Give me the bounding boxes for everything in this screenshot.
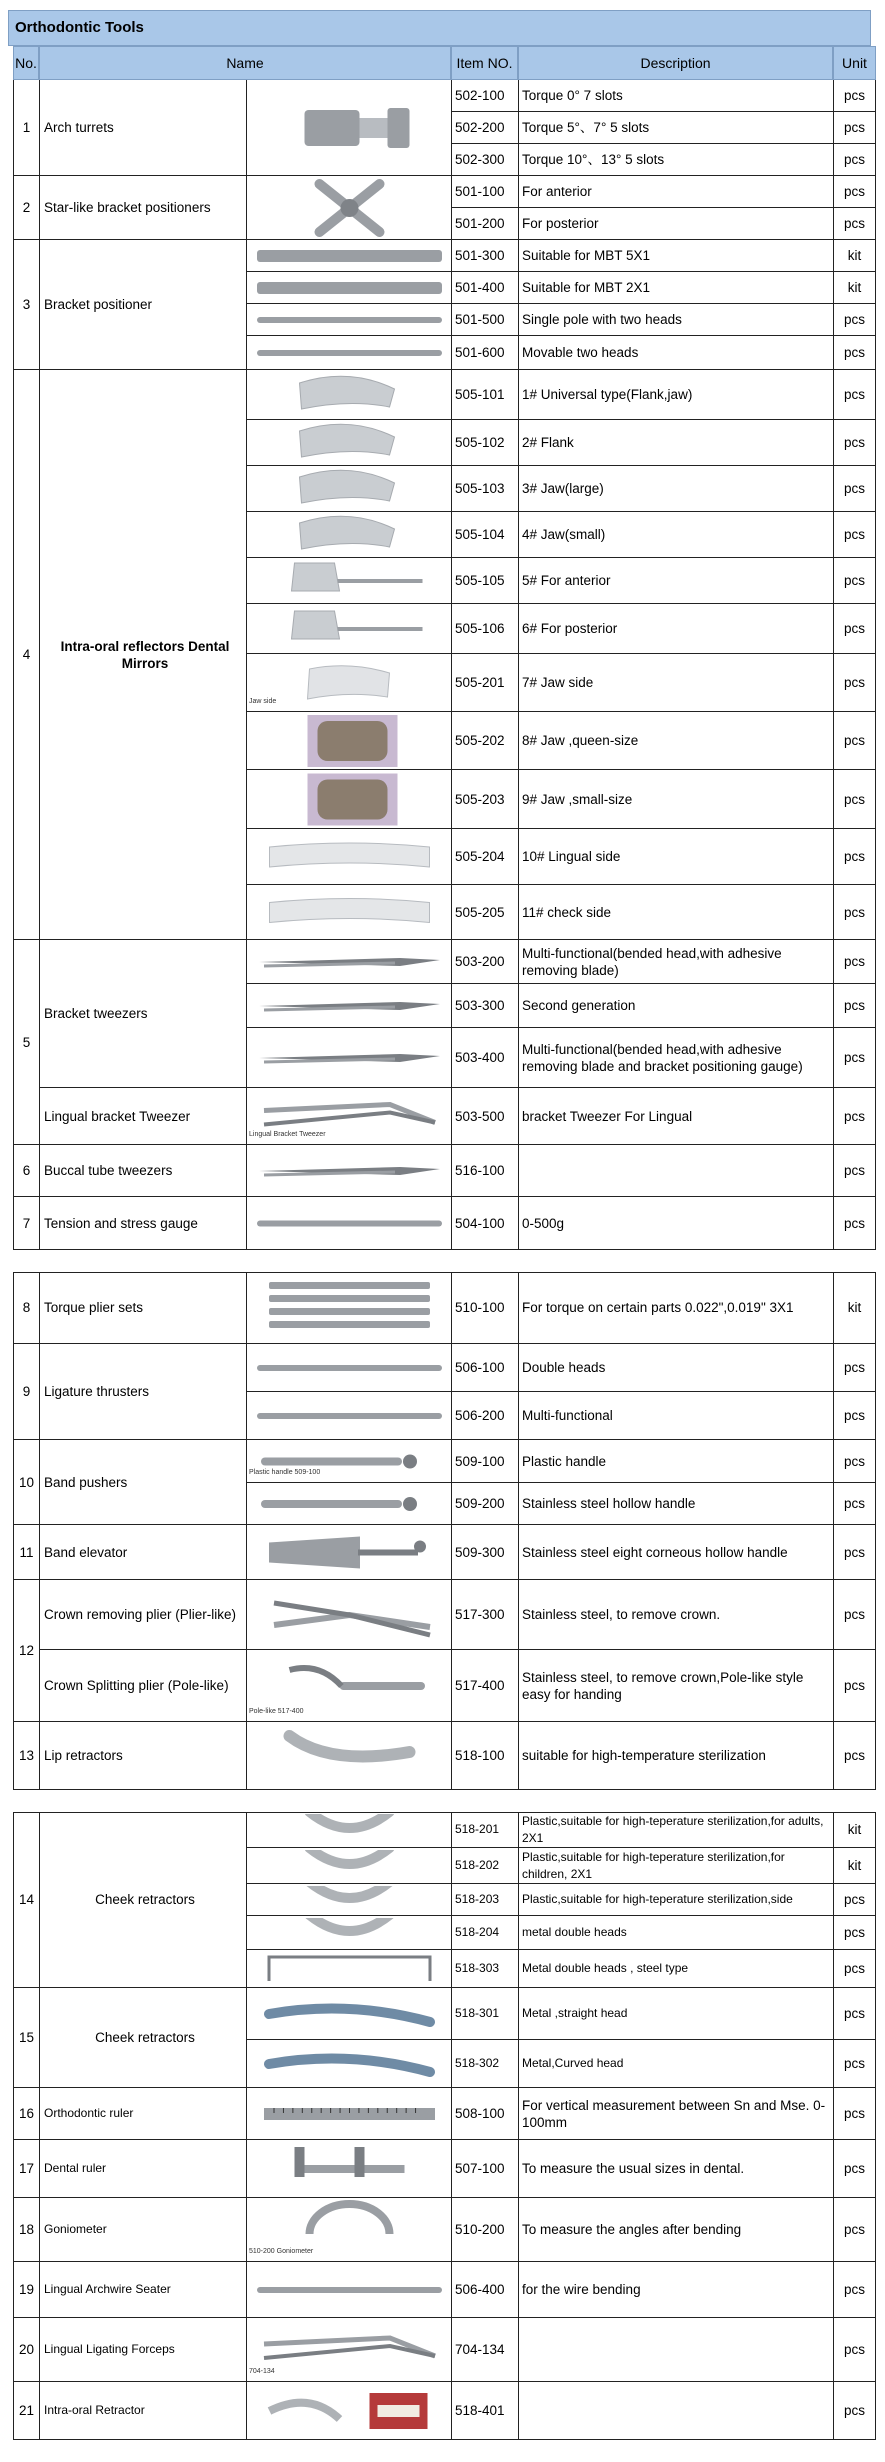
description-cell: 7# Jaw side — [518, 654, 833, 712]
cheek-retractor-image — [249, 1952, 450, 1986]
row-number: 1 — [13, 80, 39, 176]
unit-cell: pcs — [833, 1580, 876, 1650]
description-cell: 8# Jaw ,queen-size — [518, 712, 833, 770]
item-number-cell: 509-200 — [451, 1483, 518, 1525]
header-unit: Unit — [833, 46, 876, 80]
band-elevator-image — [249, 1527, 450, 1578]
description-cell: Suitable for MBT 2X1 — [518, 272, 833, 304]
item-number-cell: 518-201 — [451, 1812, 518, 1848]
description-cell: 0-500g — [518, 1197, 833, 1250]
mirror-image — [246, 712, 451, 770]
unit-cell: pcs — [833, 80, 876, 112]
row-number: 16 — [13, 2088, 39, 2140]
unit-cell: pcs — [833, 1145, 876, 1197]
ligature-image — [249, 1346, 450, 1390]
description-cell: Multi-functional(bended head,with adhesive removing blade) — [518, 940, 833, 984]
unit-cell: pcs — [833, 208, 876, 240]
positioner-image — [246, 304, 451, 336]
image-caption: Lingual Bracket Tweezer — [249, 1131, 326, 1138]
description-cell: 6# For posterior — [518, 604, 833, 654]
sheet-title: Orthodontic Tools — [8, 10, 871, 46]
unit-cell: pcs — [833, 336, 876, 370]
row-number: 14 — [13, 1812, 39, 1988]
cheek-retractor-image — [249, 1886, 450, 1914]
unit-cell: pcs — [833, 1440, 876, 1483]
unit-cell: kit — [833, 272, 876, 304]
product-name: Cheek retractors — [39, 1812, 246, 1988]
description-cell: Plastic handle — [518, 1440, 833, 1483]
item-number-cell: 517-400 — [451, 1650, 518, 1722]
item-number-cell: 505-105 — [451, 558, 518, 604]
row-number: 19 — [13, 2262, 39, 2318]
gauge-image — [246, 1197, 451, 1250]
cheek-retractor-image — [249, 1850, 450, 1882]
unit-cell: pcs — [833, 1525, 876, 1580]
product-name: Lip retractors — [39, 1722, 246, 1790]
star-positioner-image — [249, 178, 450, 238]
mirror-image — [249, 606, 450, 652]
star-positioner-image — [246, 176, 451, 240]
product-name: Orthodontic ruler — [39, 2088, 246, 2140]
header-name: Name — [39, 46, 451, 80]
cheek-retractor-image — [246, 1916, 451, 1950]
unit-cell: pcs — [833, 466, 876, 512]
description-cell — [518, 2318, 833, 2382]
mirror-image — [249, 772, 450, 827]
item-number-cell: 518-204 — [451, 1916, 518, 1950]
product-name: Intra-oral reflectors Dental Mirrors — [39, 370, 246, 940]
item-number-cell: 518-302 — [451, 2040, 518, 2088]
metal-cheek-retractor-image — [246, 2040, 451, 2088]
ligature-image — [246, 1344, 451, 1392]
image-caption: Plastic handle 509-100 — [249, 1469, 321, 1476]
product-name: Band elevator — [39, 1525, 246, 1580]
item-number-cell: 505-101 — [451, 370, 518, 420]
torque-plier-image — [249, 1274, 450, 1342]
unit-cell: pcs — [833, 1197, 876, 1250]
cheek-retractor-image — [246, 1848, 451, 1884]
item-number-cell: 506-400 — [451, 2262, 518, 2318]
buccal-tweezer-image — [246, 1145, 451, 1197]
unit-cell: pcs — [833, 512, 876, 558]
mirror-image — [249, 831, 450, 883]
row-number: 13 — [13, 1722, 39, 1790]
item-number-cell: 501-300 — [451, 240, 518, 272]
mirror-image — [249, 887, 450, 938]
description-cell: 1# Universal type(Flank,jaw) — [518, 370, 833, 420]
row-number: 18 — [13, 2198, 39, 2262]
row-number: 15 — [13, 1988, 39, 2088]
tweezer-image — [249, 942, 450, 982]
ligating-forceps-image — [246, 2318, 451, 2382]
item-number-cell: 503-200 — [451, 940, 518, 984]
unit-cell: pcs — [833, 770, 876, 829]
positioner-image — [249, 338, 450, 368]
unit-cell: pcs — [833, 2382, 876, 2440]
product-name: Ligature thrusters — [39, 1344, 246, 1440]
buccal-tweezer-image — [249, 1147, 450, 1195]
unit-cell: kit — [833, 1272, 876, 1344]
item-number-cell: 508-100 — [451, 2088, 518, 2140]
unit-cell: pcs — [833, 940, 876, 984]
tweezer-image — [246, 1028, 451, 1088]
image-caption: Pole-like 517-400 — [249, 1708, 304, 1715]
ligature-image — [246, 1392, 451, 1440]
arch-turret-image — [249, 82, 450, 174]
row-number: 2 — [13, 176, 39, 240]
row-number: 3 — [13, 240, 39, 370]
dental-ruler-image — [249, 2142, 450, 2196]
product-name: Lingual Ligating Forceps — [39, 2318, 246, 2382]
item-number-cell: 704-134 — [451, 2318, 518, 2382]
row-number: 5 — [13, 940, 39, 1145]
item-number-cell: 518-401 — [451, 2382, 518, 2440]
mirror-image — [246, 420, 451, 466]
positioner-image — [249, 306, 450, 334]
band-elevator-image — [246, 1525, 451, 1580]
product-name: Cheek retractors — [39, 1988, 246, 2088]
description-cell: Suitable for MBT 5X1 — [518, 240, 833, 272]
band-pusher-image — [246, 1440, 451, 1483]
description-cell: 11# check side — [518, 885, 833, 940]
item-number-cell: 501-500 — [451, 304, 518, 336]
item-number-cell: 502-200 — [451, 112, 518, 144]
tweezer-image — [246, 940, 451, 984]
item-number-cell: 507-100 — [451, 2140, 518, 2198]
item-number-cell: 502-100 — [451, 80, 518, 112]
unit-cell: pcs — [833, 1088, 876, 1145]
image-caption: 510-200 Goniometer — [249, 2248, 314, 2255]
metal-cheek-retractor-image — [249, 2042, 450, 2086]
description-cell: for the wire bending — [518, 2262, 833, 2318]
product-name: Band pushers — [39, 1440, 246, 1525]
mirror-image — [246, 512, 451, 558]
item-number-cell: 518-203 — [451, 1884, 518, 1916]
product-name: Crown removing plier (Plier-like) — [39, 1580, 246, 1650]
row-number: 10 — [13, 1440, 39, 1525]
description-cell: 10# Lingual side — [518, 829, 833, 885]
unit-cell: pcs — [833, 304, 876, 336]
product-name: Torque plier sets — [39, 1272, 246, 1344]
image-caption: 704-134 — [249, 2368, 275, 2375]
mirror-image — [249, 468, 450, 510]
intra-oral-retractor-image — [249, 2384, 450, 2438]
item-number-cell: 518-202 — [451, 1848, 518, 1884]
item-number-cell: 518-301 — [451, 1988, 518, 2040]
metal-cheek-retractor-image — [249, 1990, 450, 2038]
item-number-cell: 506-200 — [451, 1392, 518, 1440]
description-cell: Metal ,straight head — [518, 1988, 833, 2040]
description-cell: Stainless steel hollow handle — [518, 1483, 833, 1525]
item-number-cell: 505-103 — [451, 466, 518, 512]
description-cell: For vertical measurement between Sn and Mse. 0-100mm — [518, 2088, 833, 2140]
unit-cell: pcs — [833, 1392, 876, 1440]
description-cell: Torque 0° 7 slots — [518, 80, 833, 112]
description-cell: suitable for high-temperature sterilization — [518, 1722, 833, 1790]
crown-splitting-image — [246, 1650, 451, 1722]
mirror-image — [249, 714, 450, 768]
unit-cell: kit — [833, 240, 876, 272]
item-number-cell: 509-100 — [451, 1440, 518, 1483]
item-number-cell: 505-106 — [451, 604, 518, 654]
item-number-cell: 510-200 — [451, 2198, 518, 2262]
row-number: 12 — [13, 1580, 39, 1722]
description-cell — [518, 1145, 833, 1197]
description-cell: Plastic,suitable for high-teperature sterilization,for children, 2X1 — [518, 1848, 833, 1884]
row-number: 11 — [13, 1525, 39, 1580]
description-cell: 9# Jaw ,small-size — [518, 770, 833, 829]
description-cell: Plastic,suitable for high-teperature sterilization,for adults, 2X1 — [518, 1812, 833, 1848]
item-number-cell: 501-600 — [451, 336, 518, 370]
ortho-ruler-image — [246, 2088, 451, 2140]
unit-cell: pcs — [833, 1344, 876, 1392]
lip-retractor-image — [249, 1724, 450, 1788]
mirror-image — [246, 885, 451, 940]
unit-cell: kit — [833, 1812, 876, 1848]
item-number-cell: 503-500 — [451, 1088, 518, 1145]
unit-cell: pcs — [833, 2318, 876, 2382]
row-number: 8 — [13, 1272, 39, 1344]
description-cell: Metal double heads , steel type — [518, 1950, 833, 1988]
mirror-image — [246, 558, 451, 604]
row-number: 7 — [13, 1197, 39, 1250]
description-cell: Torque 10°、13° 5 slots — [518, 144, 833, 176]
unit-cell: pcs — [833, 1988, 876, 2040]
item-number-cell: 506-100 — [451, 1344, 518, 1392]
unit-cell: pcs — [833, 1028, 876, 1088]
ligature-image — [249, 1394, 450, 1438]
description-cell: bracket Tweezer For Lingual — [518, 1088, 833, 1145]
mirror-image — [249, 560, 450, 602]
row-number: 9 — [13, 1344, 39, 1440]
product-name: Lingual Archwire Seater — [39, 2262, 246, 2318]
crown-plier-image — [249, 1582, 450, 1648]
product-name: Buccal tube tweezers — [39, 1145, 246, 1197]
tweezer-image — [249, 1030, 450, 1086]
product-name: Goniometer — [39, 2198, 246, 2262]
description-cell: Metal,Curved head — [518, 2040, 833, 2088]
description-cell: Multi-functional(bended head,with adhesive removing blade and bracket positioning gauge) — [518, 1028, 833, 1088]
gauge-image — [249, 1199, 450, 1248]
table-divider — [13, 1812, 876, 1813]
unit-cell: pcs — [833, 420, 876, 466]
lingual-tweezer-image — [246, 1088, 451, 1145]
description-cell: Stainless steel eight corneous hollow handle — [518, 1525, 833, 1580]
ortho-ruler-image — [249, 2090, 450, 2138]
positioner-image — [246, 336, 451, 370]
item-number-cell: 502-300 — [451, 144, 518, 176]
mirror-image — [246, 370, 451, 420]
item-number-cell: 501-200 — [451, 208, 518, 240]
description-cell: 2# Flank — [518, 420, 833, 466]
product-name: Bracket tweezers — [39, 940, 246, 1088]
arch-turret-image — [246, 80, 451, 176]
product-name: Tension and stress gauge — [39, 1197, 246, 1250]
dental-ruler-image — [246, 2140, 451, 2198]
unit-cell: pcs — [833, 829, 876, 885]
mirror-image — [249, 372, 450, 418]
item-number-cell: 505-201 — [451, 654, 518, 712]
mirror-image — [249, 422, 450, 464]
mirror-image — [246, 770, 451, 829]
mirror-image — [246, 466, 451, 512]
description-cell: For anterior — [518, 176, 833, 208]
positioner-image — [249, 242, 450, 270]
unit-cell: pcs — [833, 1884, 876, 1916]
item-number-cell: 516-100 — [451, 1145, 518, 1197]
product-name: Dental ruler — [39, 2140, 246, 2198]
header-description: Description — [518, 46, 833, 80]
archwire-seater-image — [249, 2264, 450, 2316]
image-caption: Jaw side — [249, 698, 277, 705]
product-name: Crown Splitting plier (Pole-like) — [39, 1650, 246, 1722]
archwire-seater-image — [246, 2262, 451, 2318]
unit-cell: pcs — [833, 558, 876, 604]
unit-cell: pcs — [833, 1722, 876, 1790]
description-cell: Second generation — [518, 984, 833, 1028]
unit-cell: pcs — [833, 1950, 876, 1988]
lip-retractor-image — [246, 1722, 451, 1790]
item-number-cell: 501-100 — [451, 176, 518, 208]
cheek-retractor-image — [249, 1918, 450, 1948]
description-cell: For posterior — [518, 208, 833, 240]
description-cell: 3# Jaw(large) — [518, 466, 833, 512]
mirror-image — [246, 654, 451, 712]
cheek-retractor-image — [246, 1950, 451, 1988]
item-number-cell: 517-300 — [451, 1580, 518, 1650]
unit-cell: pcs — [833, 2140, 876, 2198]
unit-cell: pcs — [833, 604, 876, 654]
unit-cell: kit — [833, 1848, 876, 1884]
table-divider — [13, 1272, 876, 1273]
tweezer-image — [249, 986, 450, 1026]
description-cell: metal double heads — [518, 1916, 833, 1950]
band-pusher-image — [246, 1483, 451, 1525]
description-cell: Single pole with two heads — [518, 304, 833, 336]
cheek-retractor-image — [249, 1814, 450, 1846]
positioner-image — [246, 272, 451, 304]
description-cell: Double heads — [518, 1344, 833, 1392]
crown-plier-image — [246, 1580, 451, 1650]
row-number: 21 — [13, 2382, 39, 2440]
mirror-image — [249, 656, 450, 710]
unit-cell: pcs — [833, 2198, 876, 2262]
description-cell: 5# For anterior — [518, 558, 833, 604]
item-number-cell: 505-202 — [451, 712, 518, 770]
header-no: No. — [13, 46, 39, 80]
mirror-image — [249, 514, 450, 556]
goniometer-image — [246, 2198, 451, 2262]
product-name: Star-like bracket positioners — [39, 176, 246, 240]
description-cell — [518, 2382, 833, 2440]
item-number-cell: 503-300 — [451, 984, 518, 1028]
unit-cell: pcs — [833, 712, 876, 770]
band-pusher-image — [249, 1485, 450, 1523]
product-name: Intra-oral Retractor — [39, 2382, 246, 2440]
item-number-cell: 505-203 — [451, 770, 518, 829]
item-number-cell: 504-100 — [451, 1197, 518, 1250]
row-number: 17 — [13, 2140, 39, 2198]
unit-cell: pcs — [833, 2040, 876, 2088]
item-number-cell: 505-205 — [451, 885, 518, 940]
unit-cell: pcs — [833, 1650, 876, 1722]
header-item: Item NO. — [451, 46, 518, 80]
item-number-cell: 509-300 — [451, 1525, 518, 1580]
unit-cell: pcs — [833, 2088, 876, 2140]
unit-cell: pcs — [833, 1483, 876, 1525]
mirror-image — [246, 604, 451, 654]
unit-cell: pcs — [833, 654, 876, 712]
positioner-image — [246, 240, 451, 272]
unit-cell: pcs — [833, 112, 876, 144]
unit-cell: pcs — [833, 176, 876, 208]
cheek-retractor-image — [246, 1812, 451, 1848]
unit-cell: pcs — [833, 370, 876, 420]
description-cell: Movable two heads — [518, 336, 833, 370]
metal-cheek-retractor-image — [246, 1988, 451, 2040]
row-number: 20 — [13, 2318, 39, 2382]
unit-cell: pcs — [833, 1916, 876, 1950]
cheek-retractor-image — [246, 1884, 451, 1916]
product-name: Arch turrets — [39, 80, 246, 176]
description-cell: To measure the angles after bending — [518, 2198, 833, 2262]
description-cell: Plastic,suitable for high-teperature sterilization,side — [518, 1884, 833, 1916]
description-cell: Stainless steel, to remove crown. — [518, 1580, 833, 1650]
item-number-cell: 503-400 — [451, 1028, 518, 1088]
item-number-cell: 505-102 — [451, 420, 518, 466]
item-number-cell: 501-400 — [451, 272, 518, 304]
torque-plier-image — [246, 1272, 451, 1344]
unit-cell: pcs — [833, 144, 876, 176]
description-cell: To measure the usual sizes in dental. — [518, 2140, 833, 2198]
product-name: Bracket positioner — [39, 240, 246, 370]
intra-oral-retractor-image — [246, 2382, 451, 2440]
description-cell: Stainless steel, to remove crown,Pole-like style easy for handing — [518, 1650, 833, 1722]
item-number-cell: 505-104 — [451, 512, 518, 558]
row-number: 4 — [13, 370, 39, 940]
unit-cell: pcs — [833, 2262, 876, 2318]
unit-cell: pcs — [833, 885, 876, 940]
item-number-cell: 518-303 — [451, 1950, 518, 1988]
description-cell: 4# Jaw(small) — [518, 512, 833, 558]
positioner-image — [249, 274, 450, 302]
item-number-cell: 510-100 — [451, 1272, 518, 1344]
ligating-forceps-image — [249, 2320, 450, 2380]
item-number-cell: 505-204 — [451, 829, 518, 885]
description-cell: For torque on certain parts 0.022",0.019" 3X1 — [518, 1272, 833, 1344]
row-number: 6 — [13, 1145, 39, 1197]
item-number-cell: 518-100 — [451, 1722, 518, 1790]
product-name: Lingual bracket Tweezer — [39, 1088, 246, 1145]
unit-cell: pcs — [833, 984, 876, 1028]
description-cell: Torque 5°、7° 5 slots — [518, 112, 833, 144]
description-cell: Multi-functional — [518, 1392, 833, 1440]
tweezer-image — [246, 984, 451, 1028]
mirror-image — [246, 829, 451, 885]
